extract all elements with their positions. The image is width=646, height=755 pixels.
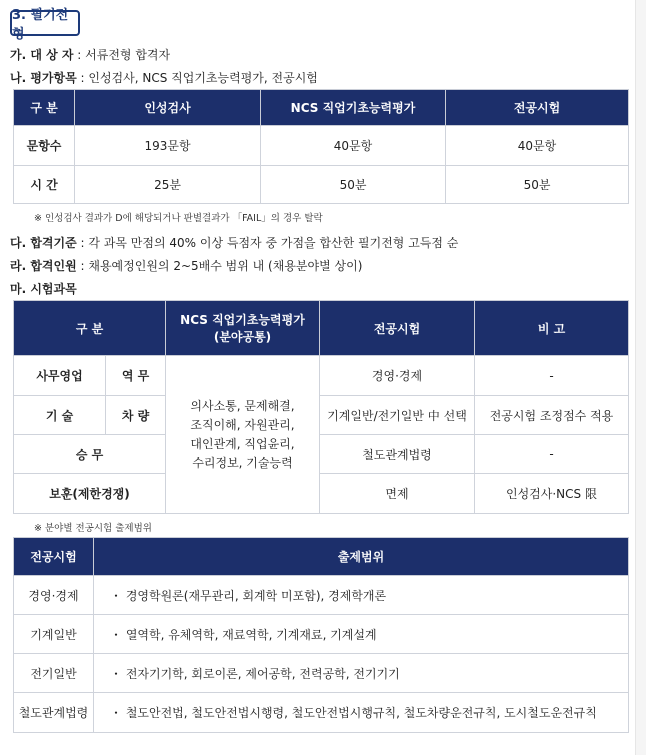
table-header-row: [14, 90, 629, 126]
remarks-cell: 인성검사·NCS 限: [475, 474, 629, 514]
category-cell: 승 무: [14, 435, 166, 474]
table-row: [14, 356, 629, 396]
subcategory-cell: 역 무: [106, 356, 166, 396]
header-cell: 전공시험: [446, 90, 629, 126]
subject-cell: 전기일반: [14, 654, 94, 693]
eval-text: : 인성검사, NCS 직업기초능력평가, 전공시험: [76, 71, 318, 85]
exam-summary-table: [13, 89, 629, 204]
ncs-subjects-cell: [166, 356, 320, 514]
scope-cell: ・ 전자기기학, 회로이론, 제어공학, 전력공학, 전기기기: [94, 654, 629, 693]
personnel-text: : 채용예정인원의 2~5배수 범위 내 (채용분야별 상이): [76, 259, 363, 273]
category-cell: 보훈(제한경쟁): [14, 474, 166, 514]
table-cell: 193문항: [75, 126, 261, 166]
table-header-row: [14, 301, 629, 356]
table-cell: 25분: [75, 166, 261, 204]
major-cell: 경영·경제: [320, 356, 475, 396]
header-cell: 전공시험: [320, 301, 475, 356]
table-row: [14, 576, 629, 615]
header-cell: 구 분: [14, 301, 166, 356]
target-text: : 서류전형 합격자: [73, 48, 171, 62]
table-header-row: [14, 538, 629, 576]
personnel-label: 라. 합격인원: [10, 259, 77, 273]
table-cell: 50분: [261, 166, 446, 204]
table-cell: 50분: [446, 166, 629, 204]
eval-label: 나. 평가항목: [10, 71, 77, 85]
row-label: 문항수: [14, 126, 75, 166]
remarks-cell: -: [475, 356, 629, 396]
header-cell: 비 고: [475, 301, 629, 356]
scope-cell: ・ 경영학원론(재무관리, 회계학 미포함), 경제학개론: [94, 576, 629, 615]
major-cell: 면제: [320, 474, 475, 514]
header-ncs-line2: (분야공통): [213, 330, 272, 344]
ncs-line: 조직이해, 자원관리,: [190, 417, 295, 432]
header-cell: NCS 직업기초능력평가: [261, 90, 446, 126]
note-personality: ※ 인성검사 결과가 D에 해당되거나 판별결과가 「FAIL」의 경우 탈락: [34, 213, 323, 224]
row-label: 시 간: [14, 166, 75, 204]
table-row: [14, 693, 629, 733]
table-row: [14, 166, 629, 204]
major-cell: 기계일반/전기일반 中 선택: [320, 396, 475, 435]
table-row: [14, 126, 629, 166]
personnel-line: [10, 257, 362, 274]
remarks-cell: 전공시험 조정점수 적용: [475, 396, 629, 435]
table-row: [14, 474, 629, 514]
target-label: 가. 대 상 자: [10, 48, 74, 62]
header-cell: 구 분: [14, 90, 75, 126]
subcategory-cell: 차 량: [106, 396, 166, 435]
subjects-line: [10, 280, 77, 297]
scope-cell: ・ 철도안전법, 철도안전법시행령, 철도안전법시행규칙, 철도차량운전규칙, 도시철도운전규칙: [94, 693, 629, 733]
section-title: 3. 필기전형: [10, 10, 80, 36]
criteria-text: : 각 과목 만점의 40% 이상 득점자 중 가점을 합산한 필기전형 고득점 순: [76, 236, 459, 250]
table-row: [14, 396, 629, 435]
remarks-cell: -: [475, 435, 629, 474]
exam-subjects-table: [13, 300, 629, 514]
table-row: [14, 615, 629, 654]
criteria-line: [10, 234, 458, 251]
ncs-line: 수리정보, 기술능력: [192, 455, 293, 470]
subject-cell: 철도관계법령: [14, 693, 94, 733]
category-cell: 기 술: [14, 396, 106, 435]
subject-cell: 기계일반: [14, 615, 94, 654]
target-line: [10, 46, 170, 63]
criteria-label: 다. 합격기준: [10, 236, 77, 250]
header-ncs-line1: NCS 직업기초능력평가: [180, 313, 305, 327]
header-cell: 전공시험: [14, 538, 94, 576]
major-cell: 철도관계법령: [320, 435, 475, 474]
major-scope-table: [13, 537, 629, 733]
note-major-scope: ※ 분야별 전공시험 출제범위: [34, 523, 152, 534]
table-row: [14, 654, 629, 693]
ncs-line: 대인관계, 직업윤리,: [190, 436, 295, 451]
ncs-line: 의사소통, 문제해결,: [190, 398, 295, 413]
header-cell: 인성검사: [75, 90, 261, 126]
scrollbar[interactable]: [635, 0, 646, 755]
header-cell: 출제범위: [94, 538, 629, 576]
category-cell: 사무영업: [14, 356, 106, 396]
scope-cell: ・ 열역학, 유체역학, 재료역학, 기계재료, 기계설계: [94, 615, 629, 654]
subjects-label: 마. 시험과목: [10, 282, 77, 296]
table-row: [14, 435, 629, 474]
eval-line: [10, 69, 318, 86]
subject-cell: 경영·경제: [14, 576, 94, 615]
header-cell: [166, 301, 320, 356]
table-cell: 40문항: [446, 126, 629, 166]
table-cell: 40문항: [261, 126, 446, 166]
